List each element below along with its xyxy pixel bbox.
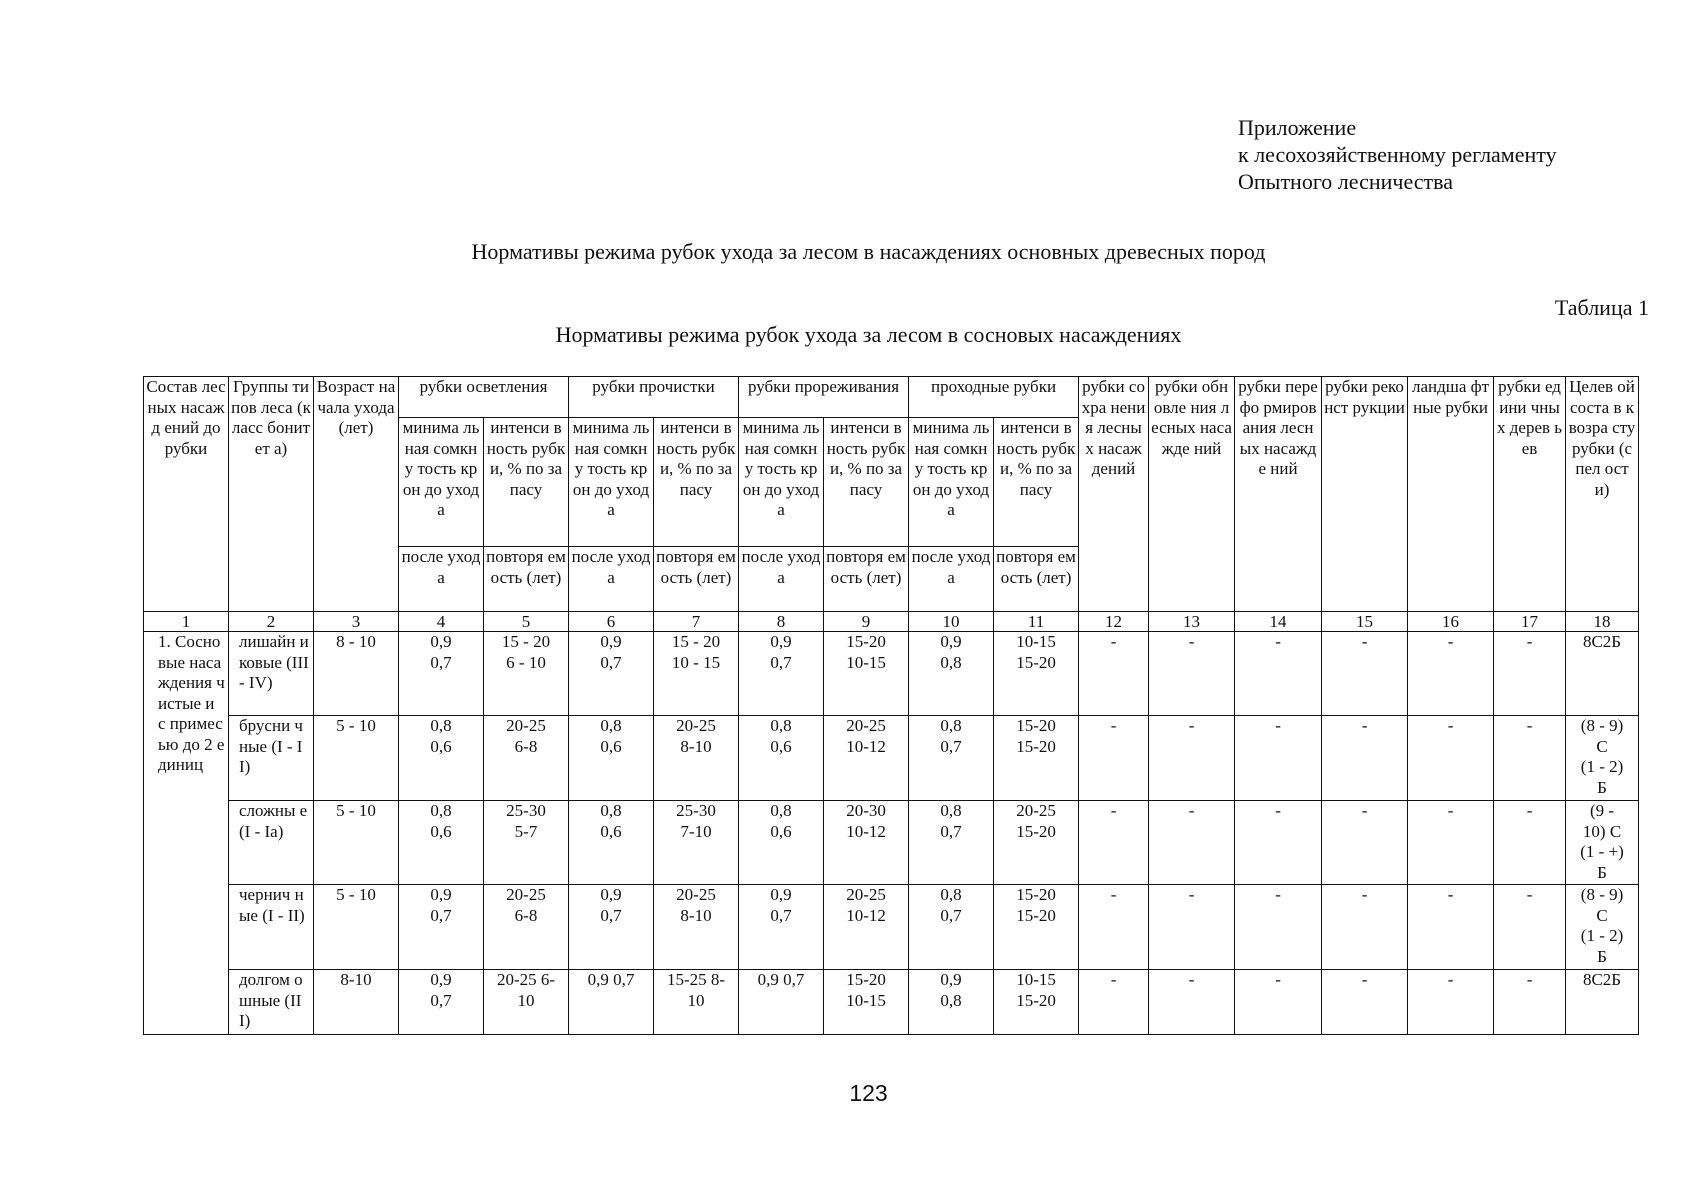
value-cell: 0,9 0,8 bbox=[909, 632, 994, 716]
header-sub-after-8: после ухода bbox=[739, 547, 824, 612]
appendix-caption bbox=[1238, 114, 1557, 195]
value-cell: - bbox=[1322, 885, 1408, 970]
header-sub-int-7: интенси вность рубки, % по запасу bbox=[654, 418, 739, 547]
start-age-cell: 8-10 bbox=[314, 970, 399, 1035]
column-number: 2 bbox=[229, 612, 314, 632]
column-number: 4 bbox=[399, 612, 484, 632]
header-sub-repeat-5: повторя емость (лет) bbox=[484, 547, 569, 612]
header-sub-int-5: интенси вность рубки, % по запасу bbox=[484, 418, 569, 547]
value-cell: - bbox=[1322, 801, 1408, 885]
value-cell: 0,9 0,7 bbox=[399, 632, 484, 716]
column-number: 7 bbox=[654, 612, 739, 632]
start-age-cell: 5 - 10 bbox=[314, 801, 399, 885]
header-forest-type: Группы типов леса (класс бонитет а) bbox=[229, 377, 314, 612]
column-number-row bbox=[144, 612, 1639, 632]
header-sub-int-11: интенси вность рубки, % по запасу bbox=[994, 418, 1079, 547]
value-cell: 15-20 15-20 bbox=[994, 716, 1079, 801]
value-cell: 0,8 0,6 bbox=[399, 801, 484, 885]
value-cell: 15 - 20 10 - 15 bbox=[654, 632, 739, 716]
forest-type-cell: чернич ные (I - II) bbox=[229, 885, 314, 970]
value-cell: 0,9 0,7 bbox=[399, 970, 484, 1035]
value-cell: 25-30 5-7 bbox=[484, 801, 569, 885]
value-cell: - bbox=[1079, 801, 1149, 885]
value-cell: 15-25 8- 10 bbox=[654, 970, 739, 1035]
value-cell: 20-25 10-12 bbox=[824, 885, 909, 970]
value-cell: - bbox=[1149, 885, 1235, 970]
column-number: 12 bbox=[1079, 612, 1149, 632]
column-number: 3 bbox=[314, 612, 399, 632]
value-cell: 15 - 20 6 - 10 bbox=[484, 632, 569, 716]
value-cell: 0,8 0,7 bbox=[909, 716, 994, 801]
value-cell: - bbox=[1079, 885, 1149, 970]
value-cell: - bbox=[1408, 970, 1494, 1035]
column-number: 15 bbox=[1322, 612, 1408, 632]
appendix-line-3: Опытного лесничества bbox=[1238, 169, 1454, 194]
value-cell: - bbox=[1322, 716, 1408, 801]
header-sub-min-6: минима льная сомкну тость крон до ухода bbox=[569, 418, 654, 547]
target-composition-cell: (9 - 10) С (1 - +) Б bbox=[1566, 801, 1639, 885]
value-cell: - bbox=[1079, 970, 1149, 1035]
header-composition: Состав лесных насажд ений до рубки bbox=[144, 377, 229, 612]
table-title: Нормативы режима рубок ухода за лесом в сосновых насаждениях bbox=[555, 322, 1182, 347]
column-number: 5 bbox=[484, 612, 569, 632]
value-cell: - bbox=[1494, 801, 1566, 885]
header-col-16: ландша фтные рубки bbox=[1408, 377, 1494, 612]
group-label-cell: 1. Сосновые насаждения чистые и с примесью до 2 единиц bbox=[144, 632, 229, 1035]
value-cell: 10-15 15-20 bbox=[994, 632, 1079, 716]
header-col-18: Целев ой соста в к возра сту рубки (спел ости) bbox=[1566, 377, 1639, 612]
value-cell: 15-20 10-15 bbox=[824, 970, 909, 1035]
forest-type-cell: сложны е (I - Ia) bbox=[229, 801, 314, 885]
value-cell: 25-30 7-10 bbox=[654, 801, 739, 885]
value-cell: - bbox=[1322, 970, 1408, 1035]
value-cell: 0,8 0,7 bbox=[909, 885, 994, 970]
column-number: 14 bbox=[1235, 612, 1322, 632]
header-group-prorezhivanie: рубки прореживания bbox=[739, 377, 909, 418]
header-sub-repeat-11: повторя емость (лет) bbox=[994, 547, 1079, 612]
header-sub-min-4: минима льная сомкну тость крон до ухода bbox=[399, 418, 484, 547]
target-composition-cell: 8С2Б bbox=[1566, 970, 1639, 1035]
start-age-cell: 5 - 10 bbox=[314, 716, 399, 801]
column-number: 8 bbox=[739, 612, 824, 632]
value-cell: 0,9 0,8 bbox=[909, 970, 994, 1035]
header-col-12: рубки сохра нения лесны х насаж дений bbox=[1079, 377, 1149, 612]
value-cell: - bbox=[1235, 632, 1322, 716]
column-number: 10 bbox=[909, 612, 994, 632]
table-row bbox=[144, 716, 1639, 801]
value-cell: 0,8 0,7 bbox=[909, 801, 994, 885]
value-cell: 20-25 10-12 bbox=[824, 716, 909, 801]
value-cell: 0,9 0,7 bbox=[569, 970, 654, 1035]
header-start-age: Возраст начала ухода (лет) bbox=[314, 377, 399, 612]
header-sub-int-9: интенси вность рубки, % по запасу bbox=[824, 418, 909, 547]
forest-type-cell: долгом ошные (III) bbox=[229, 970, 314, 1035]
value-cell: - bbox=[1494, 632, 1566, 716]
value-cell: - bbox=[1235, 970, 1322, 1035]
value-cell: - bbox=[1408, 632, 1494, 716]
value-cell: - bbox=[1235, 716, 1322, 801]
value-cell: - bbox=[1494, 885, 1566, 970]
header-sub-min-10: минима льная сомкну тость крон до ухода bbox=[909, 418, 994, 547]
value-cell: 20-25 6-8 bbox=[484, 716, 569, 801]
value-cell: 0,8 0,6 bbox=[569, 716, 654, 801]
value-cell: 0,9 0,7 bbox=[569, 885, 654, 970]
value-cell: - bbox=[1408, 885, 1494, 970]
value-cell: - bbox=[1494, 970, 1566, 1035]
value-cell: 0,8 0,6 bbox=[739, 716, 824, 801]
table-row bbox=[144, 885, 1639, 970]
value-cell: 0,9 0,7 bbox=[739, 970, 824, 1035]
value-cell: - bbox=[1235, 885, 1322, 970]
forest-type-cell: лишайн иковые (III - IV) bbox=[229, 632, 314, 716]
column-number: 13 bbox=[1149, 612, 1235, 632]
value-cell: 15-20 10-15 bbox=[824, 632, 909, 716]
header-sub-after-6: после ухода bbox=[569, 547, 654, 612]
column-number: 17 bbox=[1494, 612, 1566, 632]
appendix-line-2: к лесохозяйственному регламенту bbox=[1238, 142, 1557, 167]
start-age-cell: 5 - 10 bbox=[314, 885, 399, 970]
value-cell: 0,8 0,6 bbox=[569, 801, 654, 885]
value-cell: 0,9 0,7 bbox=[569, 632, 654, 716]
column-number: 9 bbox=[824, 612, 909, 632]
value-cell: 20-30 10-12 bbox=[824, 801, 909, 885]
header-sub-min-8: минима льная сомкну тость крон до ухода bbox=[739, 418, 824, 547]
value-cell: 20-25 15-20 bbox=[994, 801, 1079, 885]
header-row-groups bbox=[144, 377, 1639, 418]
header-sub-repeat-7: повторя емость (лет) bbox=[654, 547, 739, 612]
value-cell: - bbox=[1079, 632, 1149, 716]
table-row bbox=[144, 970, 1639, 1035]
main-title: Нормативы режима рубок ухода за лесом в насаждениях основных древесных пород bbox=[471, 239, 1266, 264]
value-cell: - bbox=[1149, 632, 1235, 716]
value-cell: - bbox=[1235, 801, 1322, 885]
table-row bbox=[144, 801, 1639, 885]
value-cell: 0,9 0,7 bbox=[739, 632, 824, 716]
page-number: 123 bbox=[849, 1080, 888, 1106]
norms-table bbox=[143, 376, 1639, 1035]
header-group-prochistka: рубки прочистки bbox=[569, 377, 739, 418]
value-cell: 0,9 0,7 bbox=[399, 885, 484, 970]
column-number: 11 bbox=[994, 612, 1079, 632]
header-group-osvetlenie: рубки осветления bbox=[399, 377, 569, 418]
header-sub-after-10: после ухода bbox=[909, 547, 994, 612]
target-composition-cell: (8 - 9) С (1 - 2) Б bbox=[1566, 716, 1639, 801]
start-age-cell: 8 - 10 bbox=[314, 632, 399, 716]
column-number: 16 bbox=[1408, 612, 1494, 632]
target-composition-cell: 8С2Б bbox=[1566, 632, 1639, 716]
column-number: 18 bbox=[1566, 612, 1639, 632]
column-number: 6 bbox=[569, 612, 654, 632]
forest-type-cell: брусни чные (I - II) bbox=[229, 716, 314, 801]
value-cell: - bbox=[1408, 801, 1494, 885]
value-cell: 20-25 8-10 bbox=[654, 716, 739, 801]
header-col-17: рубки едини чных дерев ьев bbox=[1494, 377, 1566, 612]
header-sub-after-4: после ухода bbox=[399, 547, 484, 612]
value-cell: 0,8 0,6 bbox=[739, 801, 824, 885]
value-cell: - bbox=[1149, 970, 1235, 1035]
header-sub-repeat-9: повторя емость (лет) bbox=[824, 547, 909, 612]
value-cell: 15-20 15-20 bbox=[994, 885, 1079, 970]
header-col-14: рубки перефо рмиров ания лесных насажде ний bbox=[1235, 377, 1322, 612]
value-cell: - bbox=[1149, 801, 1235, 885]
value-cell: - bbox=[1149, 716, 1235, 801]
header-col-15: рубки реконст рукции bbox=[1322, 377, 1408, 612]
value-cell: - bbox=[1408, 716, 1494, 801]
value-cell: 0,9 0,7 bbox=[739, 885, 824, 970]
value-cell: - bbox=[1079, 716, 1149, 801]
table-row bbox=[144, 632, 1639, 716]
value-cell: - bbox=[1494, 716, 1566, 801]
target-composition-cell: (8 - 9) С (1 - 2) Б bbox=[1566, 885, 1639, 970]
value-cell: 10-15 15-20 bbox=[994, 970, 1079, 1035]
value-cell: 20-25 6- 10 bbox=[484, 970, 569, 1035]
header-group-prokhodnye: проходные рубки bbox=[909, 377, 1079, 418]
value-cell: 0,8 0,6 bbox=[399, 716, 484, 801]
header-col-13: рубки обновле ния лесных насажде ний bbox=[1149, 377, 1235, 612]
column-number: 1 bbox=[144, 612, 229, 632]
appendix-line-1: Приложение bbox=[1238, 115, 1357, 140]
table-number: Таблица 1 bbox=[1554, 295, 1649, 320]
value-cell: - bbox=[1322, 632, 1408, 716]
value-cell: 20-25 6-8 bbox=[484, 885, 569, 970]
value-cell: 20-25 8-10 bbox=[654, 885, 739, 970]
